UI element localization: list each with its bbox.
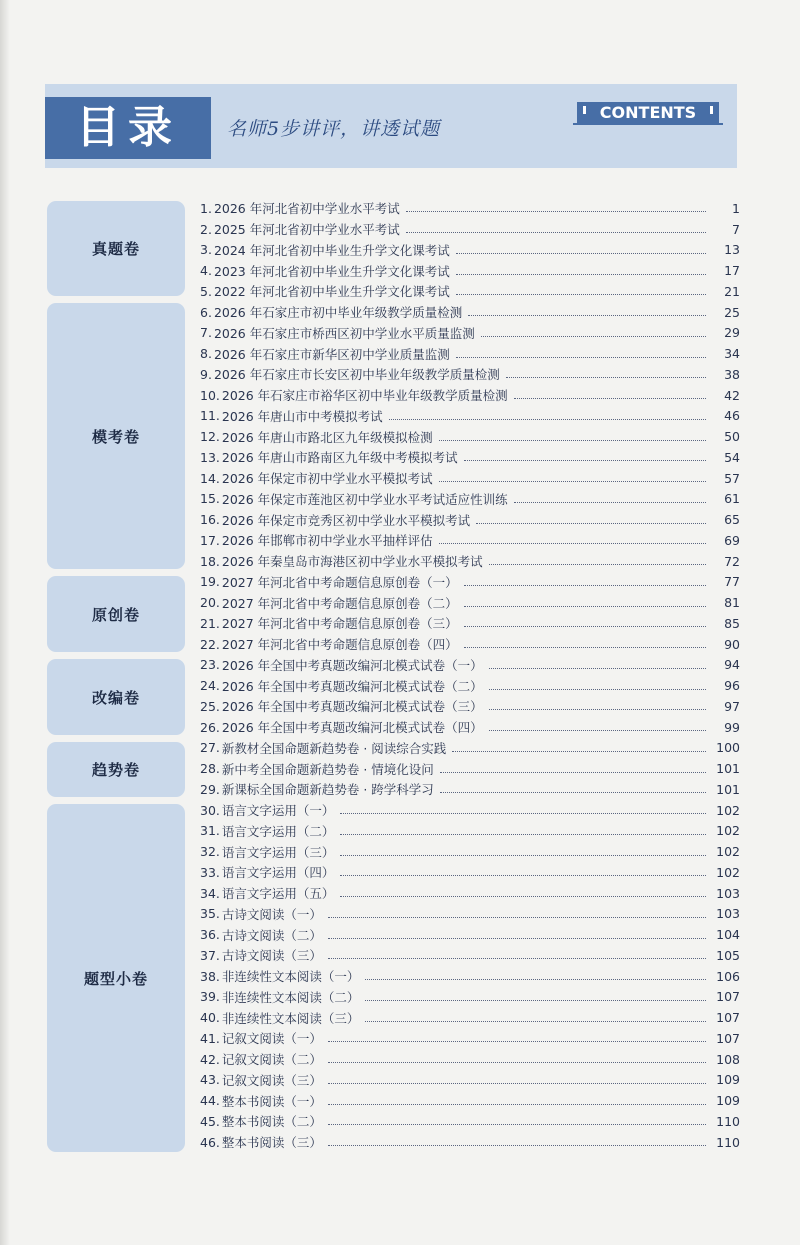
entry-page-number: 13 — [724, 242, 740, 258]
entry-page-number: 105 — [716, 947, 740, 963]
page-title: 目录 — [76, 102, 180, 153]
entry-number: 10. — [200, 387, 220, 403]
entry-number: 4. — [200, 263, 212, 279]
dot-leader — [389, 418, 706, 420]
toc-entry[interactable] — [200, 260, 740, 281]
entry-title: 非连续性文本阅读（二） — [221, 989, 360, 1005]
entry-page-number: 101 — [716, 781, 740, 797]
toc-entry[interactable] — [200, 841, 740, 862]
entry-title: 2026 年全国中考真题改编河北模式试卷（二） — [221, 678, 483, 694]
entry-number: 13. — [200, 449, 220, 465]
entry-number: 6. — [200, 304, 212, 320]
entry-page-number: 69 — [724, 532, 740, 548]
toc-entry[interactable] — [200, 509, 740, 530]
entry-number: 39. — [200, 989, 220, 1005]
entry-title: 古诗文阅读（一） — [221, 906, 322, 922]
entry-title: 2026 年邯郸市初中学业水平抽样评估 — [221, 533, 433, 549]
dot-leader — [468, 314, 706, 316]
category-tixing[interactable] — [47, 804, 185, 1152]
entry-number: 35. — [200, 906, 220, 922]
dot-leader — [476, 522, 706, 524]
entry-number: 41. — [200, 1030, 220, 1046]
toc-entry[interactable] — [200, 821, 740, 842]
dot-leader — [464, 646, 706, 648]
entry-page-number: 109 — [716, 1093, 740, 1109]
entry-number: 20. — [200, 595, 220, 611]
toc-entry[interactable] — [200, 1028, 740, 1049]
entry-number: 33. — [200, 864, 220, 880]
toc-entry[interactable] — [200, 385, 740, 406]
dot-leader — [440, 791, 706, 793]
toc-entry[interactable] — [200, 862, 740, 883]
entry-title: 记叙文阅读（三） — [221, 1072, 322, 1088]
toc-entry[interactable] — [200, 945, 740, 966]
entry-page-number: 81 — [724, 595, 740, 611]
entry-number: 43. — [200, 1072, 220, 1088]
toc-entry[interactable] — [200, 1007, 740, 1028]
dot-leader — [340, 854, 706, 856]
category-zhenti[interactable] — [47, 201, 185, 296]
entry-number: 27. — [200, 740, 220, 756]
entry-title: 2027 年河北省中考命题信息原创卷（一） — [221, 574, 458, 590]
entry-number: 24. — [200, 678, 220, 694]
entry-title: 2026 年石家庄市桥西区初中学业水平质量监测 — [213, 325, 475, 341]
entry-number: 37. — [200, 947, 220, 963]
entry-title: 新教材全国命题新趋势卷 · 阅读综合实践 — [221, 740, 447, 756]
entry-number: 18. — [200, 553, 220, 569]
entry-number: 19. — [200, 574, 220, 590]
entry-page-number: 57 — [724, 470, 740, 486]
dot-leader — [328, 1061, 706, 1063]
toc-entry[interactable] — [200, 364, 740, 385]
entry-page-number: 97 — [724, 698, 740, 714]
dot-leader — [489, 708, 706, 710]
entry-page-number: 102 — [716, 802, 740, 818]
entry-page-number: 101 — [716, 761, 740, 777]
entry-number: 23. — [200, 657, 220, 673]
category-label: 原创卷 — [91, 605, 140, 624]
dot-leader — [514, 397, 706, 399]
dot-leader — [328, 957, 706, 959]
entry-title: 2025 年河北省初中学业水平考试 — [213, 222, 400, 238]
entry-number: 9. — [200, 366, 212, 382]
entry-page-number: 108 — [716, 1051, 740, 1067]
dot-leader — [328, 1103, 706, 1105]
entry-page-number: 7 — [732, 221, 740, 237]
toc-entry[interactable] — [200, 1090, 740, 1111]
dot-leader — [328, 1082, 706, 1084]
page-subtitle: 名师5步讲评，讲透试题 — [227, 118, 441, 140]
dot-leader — [340, 833, 706, 835]
toc-entry[interactable] — [200, 924, 740, 945]
entry-title: 2026 年石家庄市新华区初中学业质量监测 — [213, 346, 450, 362]
entry-number: 25. — [200, 698, 220, 714]
entry-title: 整本书阅读（一） — [221, 1093, 322, 1109]
entry-number: 34. — [200, 885, 220, 901]
entry-number: 40. — [200, 1010, 220, 1026]
dot-leader — [514, 501, 706, 503]
dot-leader — [328, 916, 706, 918]
entry-number: 38. — [200, 968, 220, 984]
toc-entry[interactable] — [200, 966, 740, 987]
dot-leader — [464, 584, 706, 586]
toc-entry[interactable] — [200, 634, 740, 655]
entry-title: 2026 年石家庄市长安区初中毕业年级教学质量检测 — [213, 367, 500, 383]
entry-title: 2026 年唐山市路北区九年级模拟检测 — [221, 429, 433, 445]
dot-leader — [506, 376, 706, 378]
page-edge-shadow — [0, 0, 10, 1245]
toc-entry[interactable] — [200, 198, 740, 219]
entry-title: 语言文字运用（四） — [221, 865, 335, 881]
entry-title: 古诗文阅读（三） — [221, 948, 322, 964]
toc-list — [200, 198, 740, 1153]
dot-leader — [328, 1123, 706, 1125]
toc-entry[interactable] — [200, 758, 740, 779]
entry-title: 2026 年全国中考真题改编河北模式试卷（四） — [221, 720, 483, 736]
entry-number: 31. — [200, 823, 220, 839]
entry-page-number: 104 — [716, 927, 740, 943]
entry-number: 14. — [200, 470, 220, 486]
dot-leader — [439, 542, 706, 544]
toc-entry[interactable] — [200, 240, 740, 261]
entry-page-number: 1 — [732, 200, 740, 216]
entry-number: 2. — [200, 221, 212, 237]
category-label: 模考卷 — [91, 427, 140, 446]
dot-leader — [456, 252, 706, 254]
toc-entry[interactable] — [200, 904, 740, 925]
entry-title: 整本书阅读（三） — [221, 1135, 322, 1151]
toc-entry[interactable] — [200, 343, 740, 364]
entry-title: 2026 年石家庄市裕华区初中毕业年级教学质量检测 — [221, 388, 508, 404]
dot-leader — [452, 750, 706, 752]
dot-leader — [340, 874, 706, 876]
dot-leader — [464, 605, 706, 607]
toc-entry[interactable] — [200, 530, 740, 551]
entry-title: 2026 年石家庄市初中毕业年级教学质量检测 — [213, 305, 463, 321]
entry-title: 语言文字运用（二） — [221, 823, 335, 839]
entry-page-number: 21 — [724, 283, 740, 299]
toc-entry[interactable] — [200, 696, 740, 717]
dot-leader — [464, 625, 706, 627]
dot-leader — [406, 231, 706, 233]
entry-number: 30. — [200, 802, 220, 818]
toc-entry[interactable] — [200, 613, 740, 634]
entry-page-number: 50 — [724, 429, 740, 445]
entry-page-number: 109 — [716, 1072, 740, 1088]
entry-page-number: 90 — [724, 636, 740, 652]
toc-entry[interactable] — [200, 572, 740, 593]
entry-title: 2026 年唐山市中考模拟考试 — [221, 408, 383, 424]
entry-page-number: 107 — [716, 1010, 740, 1026]
entry-number: 32. — [200, 844, 220, 860]
entry-number: 46. — [200, 1134, 220, 1150]
toc-entry[interactable] — [200, 551, 740, 572]
toc-entry[interactable] — [200, 281, 740, 302]
toc-entry[interactable] — [200, 468, 740, 489]
entry-number: 3. — [200, 242, 212, 258]
dot-leader — [365, 1020, 706, 1022]
entry-number: 7. — [200, 325, 212, 341]
dot-leader — [456, 293, 706, 295]
dot-leader — [456, 356, 706, 358]
entry-title: 2026 年秦皇岛市海港区初中学业水平模拟考试 — [221, 554, 483, 570]
entry-page-number: 25 — [724, 304, 740, 320]
dot-leader — [440, 771, 706, 773]
title-block — [45, 97, 211, 159]
entry-number: 16. — [200, 512, 220, 528]
dot-leader — [464, 459, 706, 461]
entry-page-number: 96 — [724, 678, 740, 694]
category-yuanchuang[interactable] — [47, 576, 185, 652]
toc-entry[interactable] — [200, 987, 740, 1008]
entry-number: 1. — [200, 200, 212, 216]
entry-number: 22. — [200, 636, 220, 652]
dot-leader — [340, 895, 706, 897]
toc-entry[interactable] — [200, 323, 740, 344]
entry-title: 2026 年河北省初中学业水平考试 — [213, 201, 400, 217]
entry-page-number: 107 — [716, 1030, 740, 1046]
entry-page-number: 99 — [724, 719, 740, 735]
entry-number: 21. — [200, 615, 220, 631]
entry-title: 2026 年唐山市路南区九年级中考模拟考试 — [221, 450, 458, 466]
entry-title: 非连续性文本阅读（一） — [221, 969, 360, 985]
toc-entry[interactable] — [200, 717, 740, 738]
entry-number: 44. — [200, 1093, 220, 1109]
entry-number: 42. — [200, 1051, 220, 1067]
entry-number: 45. — [200, 1113, 220, 1129]
entry-title: 2022 年河北省初中毕业生升学文化课考试 — [213, 284, 450, 300]
entry-title: 语言文字运用（一） — [221, 803, 335, 819]
category-label: 趋势卷 — [91, 761, 140, 779]
dot-leader — [365, 978, 706, 980]
toc-entry[interactable] — [200, 779, 740, 800]
dot-leader — [489, 729, 706, 731]
entry-page-number: 103 — [716, 906, 740, 922]
toc-entry[interactable] — [200, 738, 740, 759]
dot-leader — [439, 439, 706, 441]
dot-leader — [328, 937, 706, 939]
entry-page-number: 54 — [724, 449, 740, 465]
toc-entry[interactable] — [200, 302, 740, 323]
entry-page-number: 110 — [716, 1113, 740, 1129]
entry-title: 2027 年河北省中考命题信息原创卷（二） — [221, 595, 458, 611]
entry-page-number: 102 — [716, 864, 740, 880]
entry-page-number: 77 — [724, 574, 740, 590]
toc-entry[interactable] — [200, 675, 740, 696]
entry-page-number: 65 — [724, 512, 740, 528]
entry-title: 非连续性文本阅读（三） — [221, 1010, 360, 1026]
entry-title: 记叙文阅读（一） — [221, 1031, 322, 1047]
entry-title: 2026 年保定市莲池区初中学业水平考试适应性训练 — [221, 491, 508, 507]
category-label: 真题卷 — [91, 240, 140, 258]
entry-page-number: 38 — [724, 366, 740, 382]
entry-title: 2026 年全国中考真题改编河北模式试卷（一） — [221, 657, 483, 673]
entry-page-number: 34 — [724, 346, 740, 362]
toc-entry[interactable] — [200, 489, 740, 510]
dot-leader — [489, 667, 706, 669]
toc-entry[interactable] — [200, 426, 740, 447]
toc-entry[interactable] — [200, 1132, 740, 1153]
entry-page-number: 110 — [716, 1134, 740, 1150]
toc-entry[interactable] — [200, 592, 740, 613]
category-gaibian[interactable] — [47, 659, 185, 735]
entry-page-number: 107 — [716, 989, 740, 1005]
category-label: 改编卷 — [91, 688, 140, 707]
entry-title: 2023 年河北省初中毕业生升学文化课考试 — [213, 263, 450, 279]
entry-page-number: 17 — [724, 263, 740, 279]
entry-title: 新中考全国命题新趋势卷 · 情境化设问 — [221, 761, 434, 777]
category-qushi[interactable] — [47, 742, 185, 797]
entry-page-number: 61 — [724, 491, 740, 507]
dot-leader — [365, 999, 706, 1001]
entry-number: 8. — [200, 346, 212, 362]
dot-leader — [489, 688, 706, 690]
entry-title: 2026 年保定市竞秀区初中学业水平模拟考试 — [221, 512, 471, 528]
entry-page-number: 46 — [724, 408, 740, 424]
entry-page-number: 94 — [724, 657, 740, 673]
dot-leader — [328, 1040, 706, 1042]
entry-title: 2026 年保定市初中学业水平模拟考试 — [221, 471, 433, 487]
entry-number: 28. — [200, 761, 220, 777]
entry-page-number: 72 — [724, 553, 740, 569]
entry-page-number: 103 — [716, 885, 740, 901]
entry-number: 17. — [200, 532, 220, 548]
contents-label: CONTENTS — [577, 102, 719, 124]
toc-entry[interactable] — [200, 1049, 740, 1070]
toc-entry[interactable] — [200, 655, 740, 676]
entry-page-number: 42 — [724, 387, 740, 403]
entry-page-number: 102 — [716, 823, 740, 839]
entry-title: 语言文字运用（三） — [221, 844, 335, 860]
toc-entry[interactable] — [200, 800, 740, 821]
entry-number: 29. — [200, 781, 220, 797]
entry-page-number: 29 — [724, 325, 740, 341]
entry-number: 12. — [200, 429, 220, 445]
category-label: 题型小卷 — [83, 969, 148, 988]
entry-title: 语言文字运用（五） — [221, 886, 335, 902]
entry-title: 2026 年全国中考真题改编河北模式试卷（三） — [221, 699, 483, 715]
entry-page-number: 102 — [716, 844, 740, 860]
entry-title: 2027 年河北省中考命题信息原创卷（四） — [221, 637, 458, 653]
toc-entry[interactable] — [200, 1111, 740, 1132]
dot-leader — [439, 480, 706, 482]
entry-number: 5. — [200, 283, 212, 299]
entry-page-number: 85 — [724, 615, 740, 631]
dot-leader — [456, 273, 706, 275]
toc-entry[interactable] — [200, 447, 740, 468]
entry-page-number: 100 — [716, 740, 740, 756]
dot-leader — [481, 335, 706, 337]
entry-title: 2024 年河北省初中毕业生升学文化课考试 — [213, 242, 450, 258]
toc-entry[interactable] — [200, 406, 740, 427]
contents-underline — [573, 123, 723, 125]
entry-title: 记叙文阅读（二） — [221, 1052, 322, 1068]
entry-title: 新课标全国命题新趋势卷 · 跨学科学习 — [221, 782, 434, 798]
dot-leader — [406, 210, 706, 212]
entry-number: 26. — [200, 719, 220, 735]
dot-leader — [340, 812, 706, 814]
entry-number: 36. — [200, 927, 220, 943]
entry-title: 古诗文阅读（二） — [221, 927, 322, 943]
toc-entry[interactable] — [200, 1070, 740, 1091]
dot-leader — [328, 1144, 706, 1146]
category-mokao[interactable] — [47, 303, 185, 569]
entry-number: 11. — [200, 408, 220, 424]
entry-number: 15. — [200, 491, 220, 507]
entry-page-number: 106 — [716, 968, 740, 984]
toc-entry[interactable] — [200, 219, 740, 240]
entry-title: 整本书阅读（二） — [221, 1114, 322, 1130]
dot-leader — [489, 563, 706, 565]
entry-title: 2027 年河北省中考命题信息原创卷（三） — [221, 616, 458, 632]
toc-entry[interactable] — [200, 883, 740, 904]
